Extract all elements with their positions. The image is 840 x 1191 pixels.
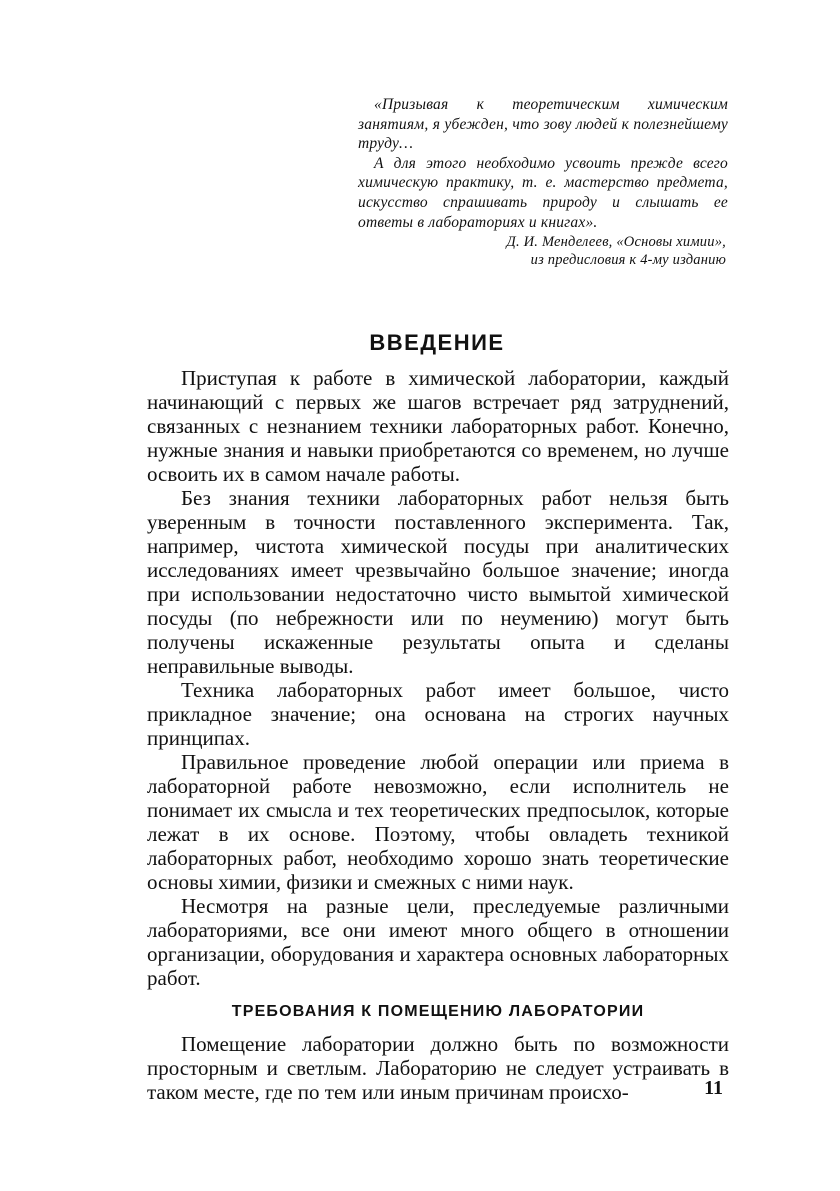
paragraph: Без знания техники лабораторных работ нельзя быть уверенным в точности поставленного эксперимента. Так, например, чистота химической посуды при аналитических исследованиях имеет чрезвычайно большое значение; иногда при использовании недостаточно чисто вымытой химической посуды (по небрежности или по неумению) могут быть получены искаженные результаты опыта и сделаны неправильные выводы. — [147, 486, 729, 678]
section-subheading: ТРЕБОВАНИЯ К ПОМЕЩЕНИЮ ЛАБОРАТОРИИ — [231, 1003, 645, 1020]
epigraph — [358, 95, 728, 269]
page-number: 11 — [704, 1077, 723, 1099]
paragraph: Помещение лаборатории должно быть по возможности просторным и светлым. Лабораторию не следует устраивать в таком месте, где по тем или иным причинам происхо- — [147, 1032, 729, 1104]
paragraph: Правильное проведение любой операции или приема в лабораторной работе невозможно, если исполнитель не понимает их смысла и тех теоретических предпосылок, которые лежат в их основе. Поэтому, чтобы овладеть техникой лабораторных работ, необходимо хорошо знать теоретические основы химии, физики и смежных с ними наук. — [147, 750, 729, 894]
epigraph-paragraph-2: А для этого необходимо усвоить прежде всего химическую практику, т. е. мастерство предмета, искусство спрашивать природу и слышать ее ответы в лабораториях и книгах». — [358, 154, 728, 231]
paragraph: Несмотря на разные цели, преследуемые различными лабораториями, все они имеют много общего в отношении организации, оборудования и характера основных лабораторных работ. — [147, 894, 729, 990]
paragraph: Техника лабораторных работ имеет большое, чисто прикладное значение; она основана на строгих научных принципах. — [147, 678, 729, 750]
epigraph-attribution — [358, 233, 728, 269]
body-text — [147, 366, 729, 1104]
attribution-author: Д. И. Менделеев, «Основы химии», — [506, 234, 726, 251]
chapter-heading: ВВЕДЕНИЕ — [369, 330, 505, 355]
paragraph: Приступая к работе в химической лаборатории, каждый начинающий с первых же шагов встречает ряд затруднений, связанных с незнанием техники лабораторных работ. Конечно, нужные знания и навыки приобретаются со временем, но лучше освоить их в самом начале работы. — [147, 366, 729, 486]
epigraph-paragraph-1: «Призывая к теоретическим химическим занятиям, я убежден, что зову людей к полезнейшему труду… — [358, 96, 728, 153]
attribution-source: из предисловия к 4-му изданию — [530, 252, 726, 269]
